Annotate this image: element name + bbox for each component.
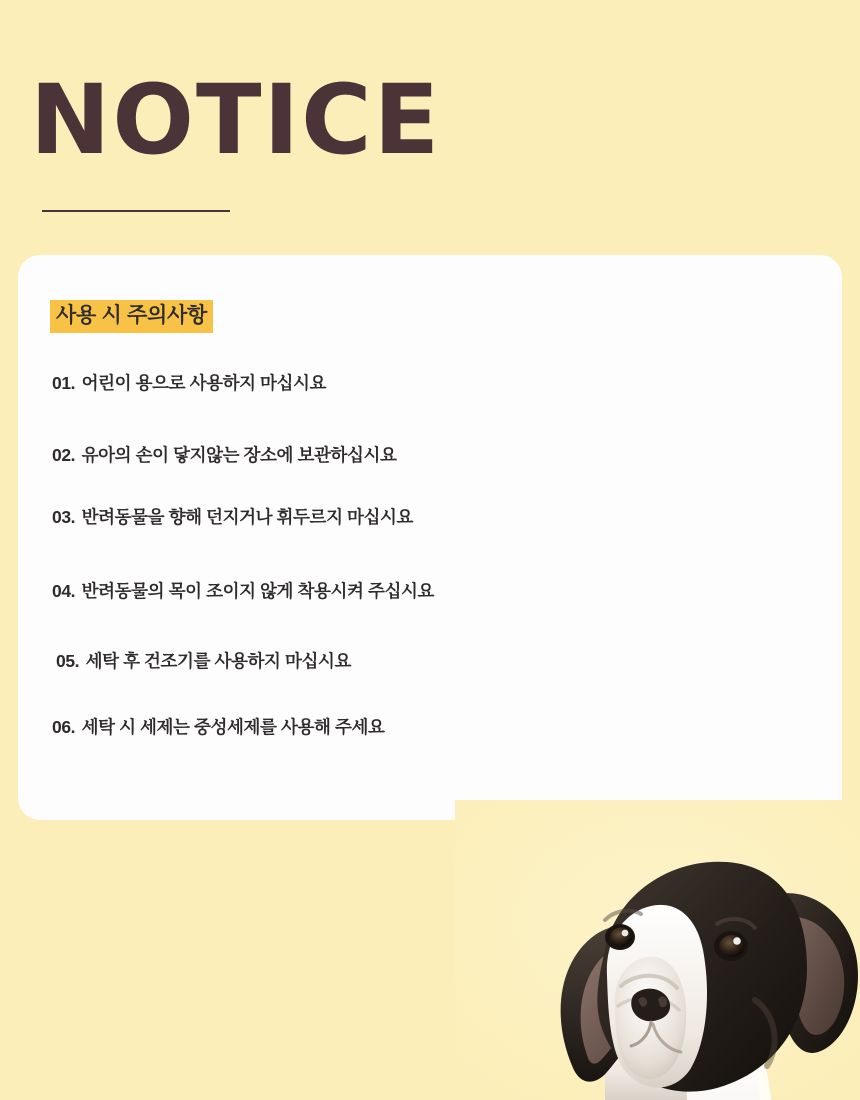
list-item-text: 어린이 용으로 사용하지 마십시요	[81, 373, 327, 393]
list-item-number: 01.	[52, 373, 76, 393]
notice-card	[18, 255, 842, 820]
page-header	[30, 64, 730, 212]
list-item-number: 05.	[56, 651, 80, 671]
list-item	[52, 442, 810, 467]
list-item	[52, 714, 810, 739]
list-item	[52, 504, 810, 529]
title-divider	[42, 210, 230, 212]
precaution-list	[50, 370, 810, 739]
list-item-number: 06.	[52, 717, 76, 737]
card-heading: 사용 시 주의사항	[50, 300, 213, 333]
list-item	[56, 648, 810, 673]
page-title: NOTICE	[30, 64, 442, 176]
list-item-number: 03.	[52, 507, 76, 527]
list-item	[52, 370, 810, 395]
list-item-text: 반려동물의 목이 조이지 않게 착용시켜 주십시요	[81, 581, 435, 601]
list-item	[52, 578, 810, 603]
list-item-text: 세탁 후 건조기를 사용하지 마십시요	[85, 651, 352, 671]
french-bulldog-photo	[455, 800, 860, 1100]
list-item-number: 02.	[52, 445, 76, 465]
list-item-text: 반려동물을 향해 던지거나 휘두르지 마십시요	[81, 507, 414, 527]
list-item-number: 04.	[52, 581, 76, 601]
list-item-text: 세탁 시 세제는 중성세제를 사용해 주세요	[81, 717, 385, 737]
list-item-text: 유아의 손이 닿지않는 장소에 보관하십시요	[81, 445, 397, 465]
card-heading-wrapper	[50, 300, 213, 333]
